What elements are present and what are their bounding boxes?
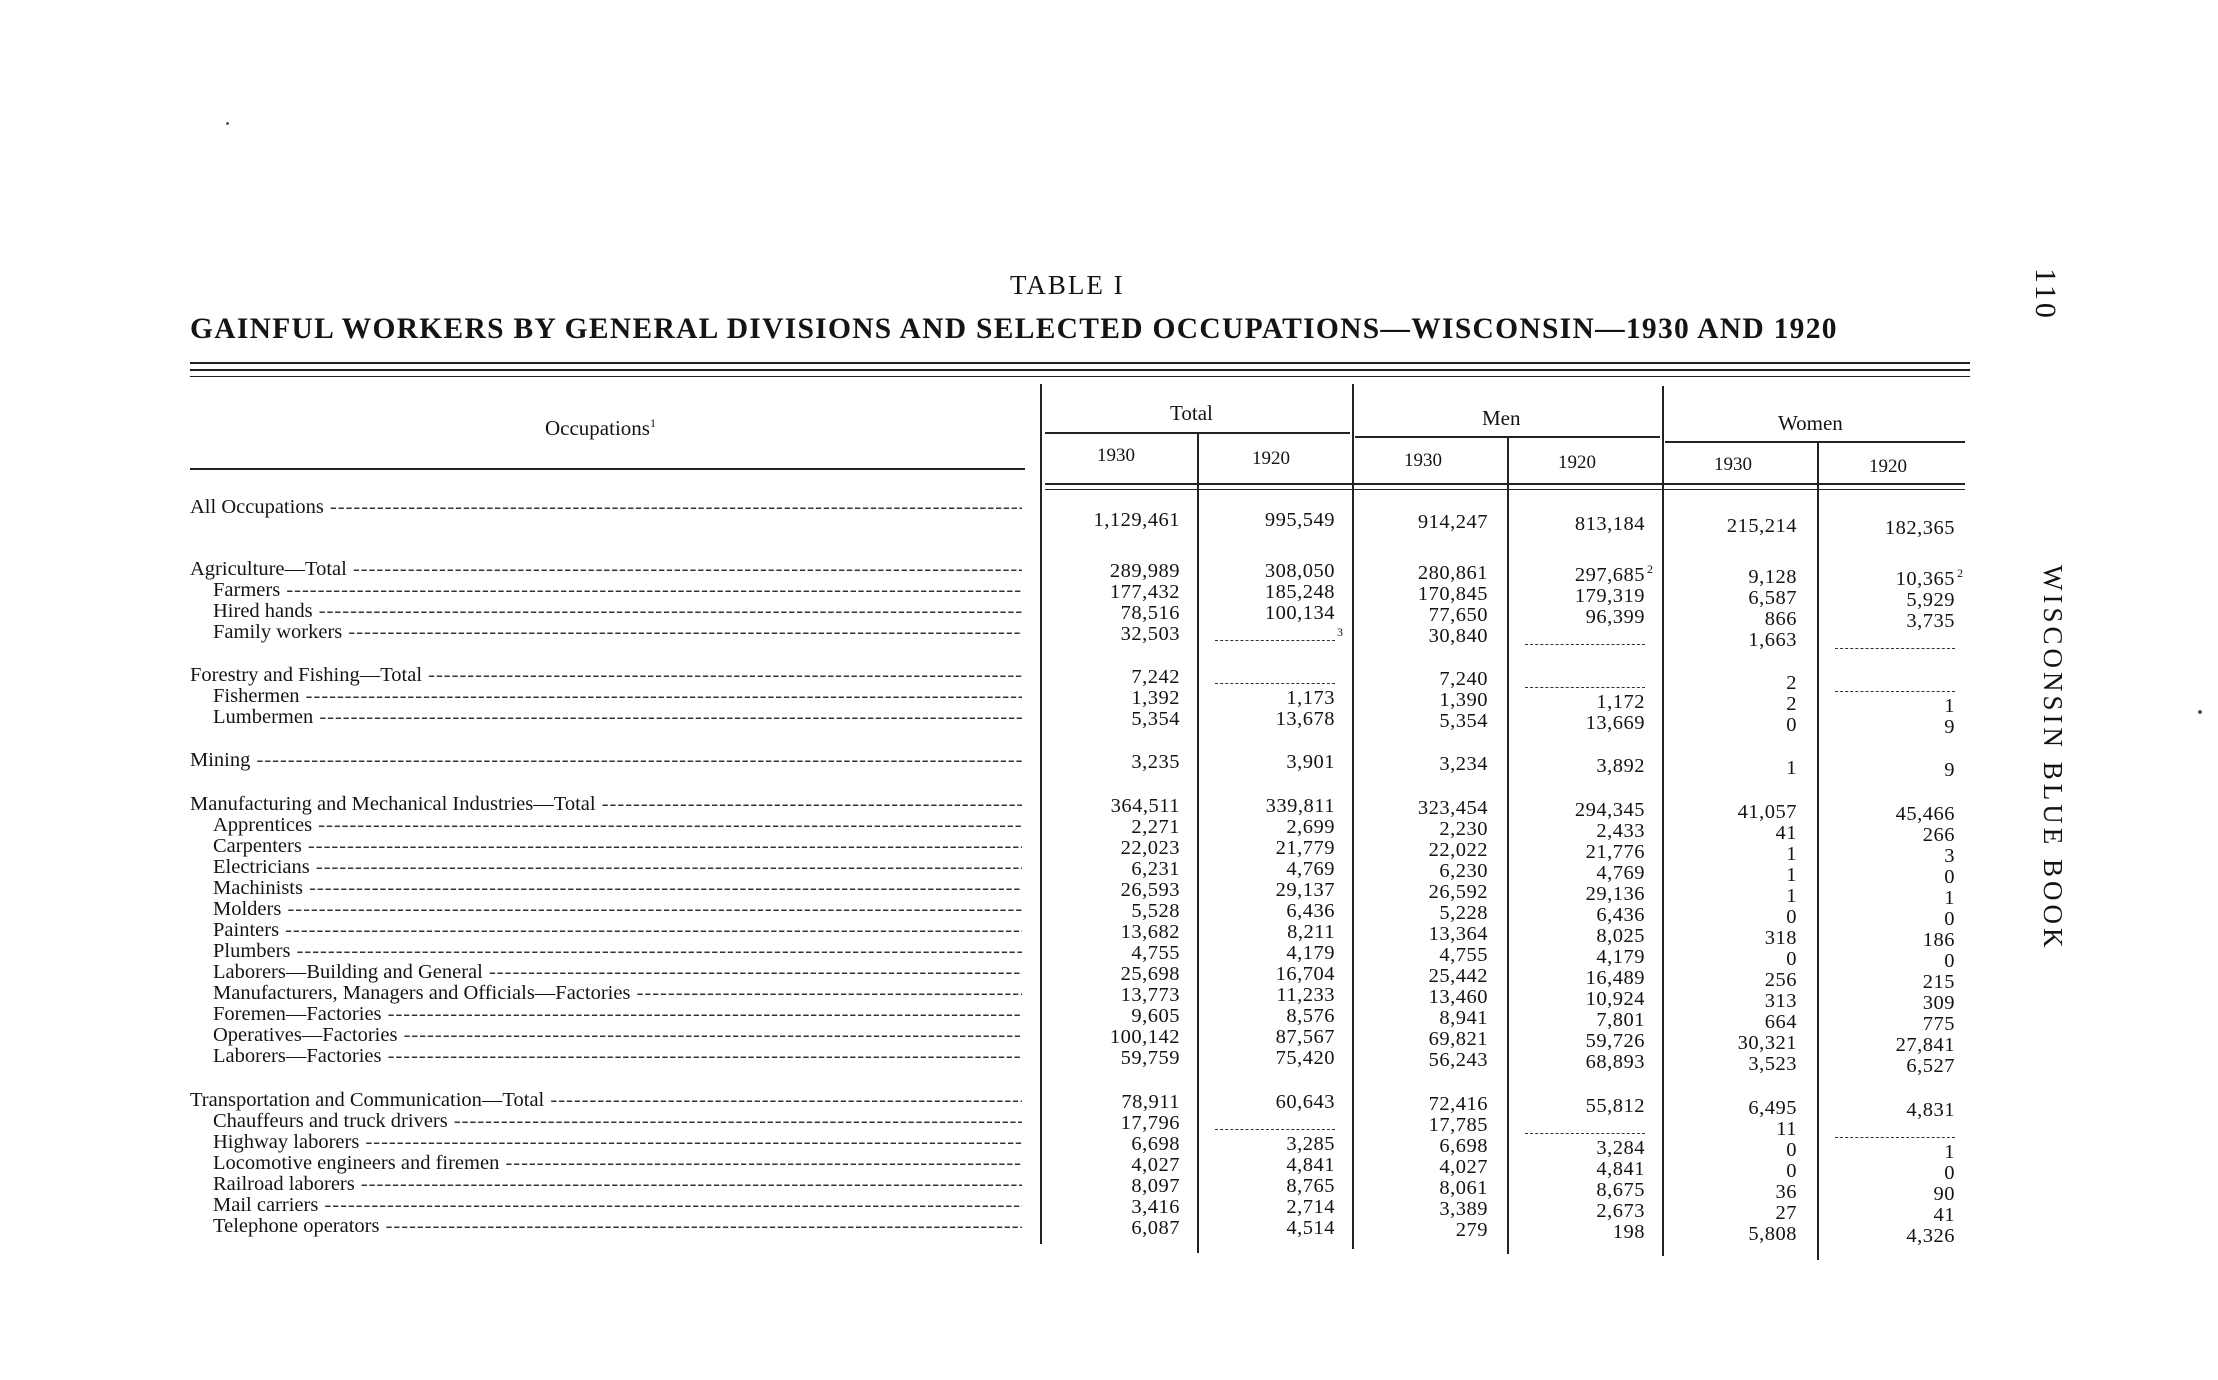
value-cell: 41 [1775,822,1797,844]
value-cell: 8,097 [1131,1175,1180,1197]
value-cell: 10,365 [1895,568,1955,590]
value-cell: 297,685 [1574,564,1645,586]
value-cell: 100,142 [1109,1026,1180,1048]
value-cell: 186 [1922,929,1955,951]
group-header-men: Men [1482,406,1521,430]
value-cell: 6,698 [1439,1135,1488,1157]
value-cell: 4,831 [1906,1099,1955,1121]
value-cell: 1 [1944,887,1955,909]
value-cell: 17,785 [1428,1114,1488,1136]
value-cell: 294,345 [1574,799,1645,821]
value-cell: 78,911 [1121,1091,1180,1113]
value-cell: 6,698 [1131,1133,1180,1155]
blank-cell-dash [1835,648,1955,649]
row-label: Chauffeurs and truck drivers ----- [213,1111,1022,1132]
value-cell: 36 [1775,1181,1797,1203]
value-cell: 6,587 [1748,587,1797,609]
value-cell: 866 [1764,608,1797,630]
value-cell: 0 [1944,950,1955,972]
row-label: Plumbers ----- [213,941,1022,962]
value-cell: 96,399 [1585,606,1645,628]
value-cell: 1,390 [1439,689,1488,711]
value-cell: 2,673 [1596,1200,1645,1222]
value-cell: 775 [1922,1013,1955,1035]
top-rule-1 [190,362,1970,364]
value-cell: 11,233 [1276,984,1335,1006]
blank-cell-dash [1525,687,1645,688]
value-cell: 914,247 [1417,511,1488,533]
value-cell: 45,466 [1895,803,1955,825]
value-cell: 25,442 [1428,965,1488,987]
value-cell: 9,605 [1131,1005,1180,1027]
value-cell: 27,841 [1895,1034,1955,1056]
row-label: Lumbermen ----- [213,707,1022,728]
blank-cell-dash [1525,644,1645,645]
value-cell: 3 [1944,845,1955,867]
value-cell: 4,027 [1131,1154,1180,1176]
value-cell: 13,773 [1120,984,1180,1006]
value-cell: 60,643 [1275,1091,1335,1113]
year-header-rule [1045,483,1965,485]
value-cell: 21,776 [1585,841,1645,863]
row-label: Railroad laborers ----- [213,1174,1022,1195]
value-cell: 32,503 [1120,623,1180,645]
row-label: Operatives—Factories ----- [213,1025,1022,1046]
value-cell: 364,511 [1110,795,1180,817]
value-cell: 8,765 [1286,1175,1335,1197]
value-cell: 313 [1764,990,1797,1012]
value-cell: 2,433 [1596,820,1645,842]
value-cell: 17,796 [1120,1112,1180,1134]
value-cell: 7,242 [1131,666,1180,688]
value-cell: 69,821 [1428,1028,1488,1050]
value-cell: 266 [1922,824,1955,846]
value-cell: 177,432 [1109,581,1180,603]
value-cell: 56,243 [1428,1049,1488,1071]
value-cell: 27 [1775,1202,1797,1224]
row-label: Hired hands ----- [213,601,1022,622]
value-cell: 6,527 [1906,1055,1955,1077]
occupations-header-label: Occupations [545,416,650,440]
value-cell: 0 [1786,1160,1797,1182]
value-cell: 4,769 [1596,862,1645,884]
row-label: Electricians ----- [213,857,1022,878]
value-cell: 6,495 [1748,1097,1797,1119]
value-cell: 30,840 [1428,625,1488,647]
year-header-total-1930: 1930 [1097,445,1135,466]
women-group-rule [1665,441,1965,443]
value-cell: 8,211 [1287,921,1335,943]
value-cell: 77,650 [1428,604,1488,626]
value-cell: 1,172 [1596,691,1645,713]
value-cell: 813,184 [1574,513,1645,535]
value-cell: 6,231 [1131,858,1180,880]
group-header-total: Total [1170,401,1213,425]
value-cell: 29,137 [1275,879,1335,901]
footnote-marker: 3 [1337,625,1343,639]
value-cell: 4,755 [1439,944,1488,966]
group-header-women: Women [1778,411,1843,435]
value-cell: 55,812 [1585,1095,1645,1117]
value-cell: 5,228 [1439,902,1488,924]
row-label: Highway laborers ----- [213,1132,1022,1153]
row-label: Farmers ----- [213,580,1022,601]
value-cell: 8,941 [1439,1007,1488,1029]
row-label: All Occupations ----- [190,497,1022,518]
value-cell: 3,735 [1906,610,1955,632]
value-cell: 0 [1944,866,1955,888]
value-cell: 8,025 [1596,925,1645,947]
value-cell: 11 [1776,1118,1797,1140]
value-cell: 3,235 [1131,751,1180,773]
value-cell: 30,321 [1737,1032,1797,1054]
row-label: Apprentices ----- [213,815,1022,836]
row-label: Mail carriers ----- [213,1195,1022,1216]
value-cell: 4,841 [1286,1154,1335,1176]
footnote-marker: 2 [1957,566,1963,580]
value-cell: 4,027 [1439,1156,1488,1178]
value-cell: 6,436 [1286,900,1335,922]
value-cell: 1 [1944,695,1955,717]
top-rule-2 [190,369,1970,371]
value-cell: 13,460 [1428,986,1488,1008]
year-header-women-1920: 1920 [1869,456,1907,477]
footnote-marker: 1 [649,416,656,430]
value-cell: 6,230 [1439,860,1488,882]
value-cell: 3,523 [1748,1053,1797,1075]
value-cell: 170,845 [1417,583,1488,605]
value-cell: 1 [1786,843,1797,865]
value-cell: 8,576 [1286,1005,1335,1027]
value-cell: 279 [1455,1219,1488,1241]
value-cell: 7,801 [1596,1009,1645,1031]
value-cell: 3,416 [1131,1196,1180,1218]
value-cell: 7,240 [1439,668,1488,690]
table-subtitle: GAINFUL WORKERS BY GENERAL DIVISIONS AND SELECTED OCCUPATIONS—WISCONSIN—1930 AND 1920 [190,313,1838,345]
value-cell: 2,271 [1131,816,1180,838]
row-label: Mining ----- [190,750,1022,771]
value-cell: 90 [1933,1183,1955,1205]
row-label: Painters ----- [213,920,1022,941]
value-cell: 13,678 [1275,708,1335,730]
value-cell: 3,901 [1286,751,1335,773]
value-cell: 9,128 [1748,566,1797,588]
value-cell: 2,714 [1286,1196,1335,1218]
value-cell: 1 [1786,864,1797,886]
value-cell: 87,567 [1275,1026,1335,1048]
value-cell: 41 [1933,1204,1955,1226]
value-cell: 25,698 [1120,963,1180,985]
table-title: TABLE I [1010,270,1125,300]
value-cell: 16,704 [1275,963,1335,985]
value-cell: 198 [1612,1221,1645,1243]
value-cell: 0 [1944,1162,1955,1184]
value-cell: 3,284 [1596,1137,1645,1159]
value-cell: 9 [1944,716,1955,738]
occupations-header-rule [190,468,1025,470]
value-cell: 1 [1786,757,1797,779]
value-cell: 664 [1764,1011,1797,1033]
year-header-total-1920: 1920 [1252,448,1290,469]
value-cell: 280,861 [1417,562,1488,584]
value-cell: 13,364 [1428,923,1488,945]
row-label: Laborers—Building and General ----- [213,962,1022,983]
year-header-men-1930: 1930 [1404,450,1442,471]
value-cell: 4,179 [1596,946,1645,968]
value-cell: 0 [1786,1139,1797,1161]
footnote-marker: 2 [1647,562,1653,576]
value-cell: 4,769 [1286,858,1335,880]
value-cell: 289,989 [1109,560,1180,582]
value-cell: 256 [1764,969,1797,991]
value-cell: 3,892 [1596,755,1645,777]
value-cell: 1,392 [1131,687,1180,709]
row-label: Laborers—Factories ----- [213,1046,1022,1067]
top-rule-3 [190,376,1970,377]
paper-speck [226,122,229,125]
value-cell: 1,173 [1286,687,1335,709]
running-title: WISCONSIN BLUE BOOK [2038,565,2068,952]
row-label: Carpenters ----- [213,836,1022,857]
value-cell: 4,841 [1596,1158,1645,1180]
value-cell: 3,234 [1439,753,1488,775]
row-label: Transportation and Communication—Total ----- [190,1090,1022,1111]
value-cell: 339,811 [1265,795,1335,817]
value-cell: 318 [1764,927,1797,949]
row-label: Agriculture—Total ----- [190,559,1022,580]
year-header-rule-2 [1045,489,1965,490]
value-cell: 4,755 [1131,942,1180,964]
value-cell: 29,136 [1585,883,1645,905]
blank-cell-dash [1835,1137,1955,1138]
value-cell: 4,326 [1906,1225,1955,1247]
value-cell: 4,179 [1286,942,1335,964]
occupations-header [545,417,656,439]
value-cell: 26,593 [1120,879,1180,901]
value-cell: 26,592 [1428,881,1488,903]
value-cell: 75,420 [1275,1047,1335,1069]
year-header-men-1920: 1920 [1558,452,1596,473]
value-cell: 1 [1786,885,1797,907]
value-cell: 22,022 [1428,839,1488,861]
value-cell: 13,669 [1585,712,1645,734]
value-cell: 6,436 [1596,904,1645,926]
value-cell: 8,675 [1596,1179,1645,1201]
value-cell: 215 [1922,971,1955,993]
blank-cell-dash [1215,683,1335,684]
value-cell: 4,514 [1286,1217,1335,1239]
value-cell: 59,759 [1120,1047,1180,1069]
value-cell: 179,319 [1574,585,1645,607]
value-cell: 68,893 [1585,1051,1645,1073]
value-cell: 21,779 [1275,837,1335,859]
value-cell: 3,389 [1439,1198,1488,1220]
page-number: 110 [2029,268,2062,321]
value-cell: 5,354 [1439,710,1488,732]
value-cell: 6,087 [1131,1217,1180,1239]
row-label: Machinists ----- [213,878,1022,899]
value-cell: 0 [1786,948,1797,970]
value-cell: 72,416 [1428,1093,1488,1115]
value-cell: 2,699 [1286,816,1335,838]
row-label: Forestry and Fishing—Total ----- [190,665,1022,686]
value-cell: 0 [1786,714,1797,736]
value-cell: 2 [1786,672,1797,694]
year-header-women-1930: 1930 [1714,454,1752,475]
value-cell: 10,924 [1585,988,1645,1010]
row-label: Manufacturing and Mechanical Industries—Total ----- [190,794,1022,815]
blank-cell-dash [1525,1133,1645,1134]
value-cell: 13,682 [1120,921,1180,943]
value-cell: 182,365 [1884,517,1955,539]
value-cell: 5,929 [1906,589,1955,611]
row-label: Manufacturers, Managers and Officials—Factories ----- [213,983,1022,1004]
blank-cell-dash [1215,1129,1335,1130]
value-cell: 215,214 [1726,515,1797,537]
value-cell: 1,663 [1748,629,1797,651]
value-cell: 5,528 [1131,900,1180,922]
value-cell: 22,023 [1120,837,1180,859]
value-cell: 309 [1922,992,1955,1014]
row-label: Locomotive engineers and firemen ----- [213,1153,1022,1174]
value-cell: 9 [1944,759,1955,781]
value-cell: 0 [1786,906,1797,928]
value-cell: 2 [1786,693,1797,715]
paper-speck [2198,710,2202,714]
value-cell: 5,354 [1131,708,1180,730]
row-label: Molders ----- [213,899,1022,920]
value-cell: 16,489 [1585,967,1645,989]
row-label: Foremen—Factories ----- [213,1004,1022,1025]
blank-cell-dash [1835,691,1955,692]
value-cell: 78,516 [1120,602,1180,624]
value-cell: 323,454 [1417,797,1488,819]
value-cell: 100,134 [1264,602,1335,624]
value-cell: 2,230 [1439,818,1488,840]
row-label: Telephone operators ----- [213,1216,1022,1237]
value-cell: 308,050 [1264,560,1335,582]
value-cell: 185,248 [1264,581,1335,603]
row-label: Family workers ----- [213,622,1022,643]
value-cell: 8,061 [1439,1177,1488,1199]
value-cell: 41,057 [1737,801,1797,823]
value-cell: 995,549 [1264,509,1335,531]
value-cell: 1 [1944,1141,1955,1163]
row-label: Fishermen ----- [213,686,1022,707]
value-cell: 59,726 [1585,1030,1645,1052]
value-cell: 0 [1944,908,1955,930]
blank-cell-dash [1215,640,1335,641]
value-cell: 3,285 [1286,1133,1335,1155]
value-cell: 5,808 [1748,1223,1797,1245]
value-cell: 1,129,461 [1093,509,1180,531]
